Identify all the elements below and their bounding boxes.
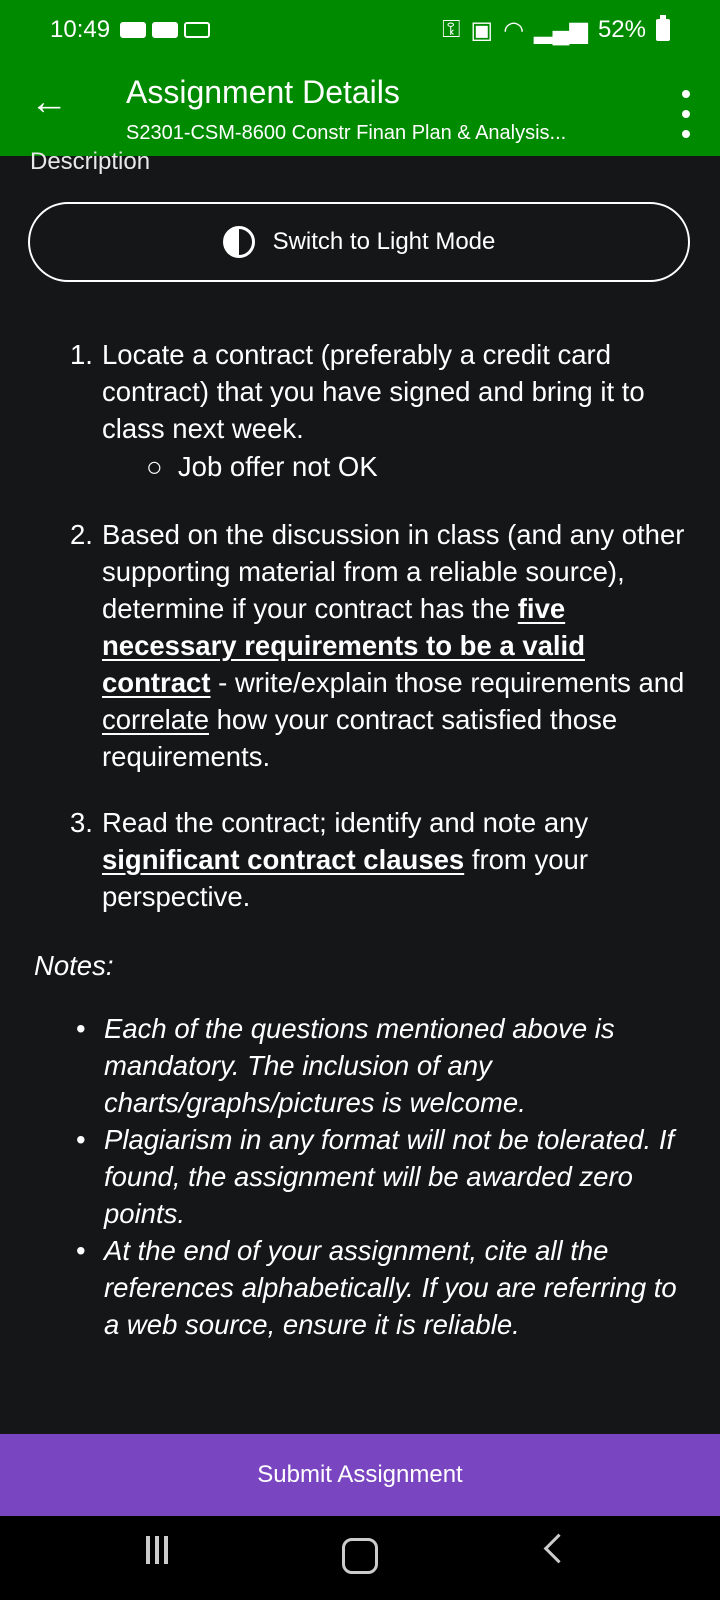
page-title: Assignment Details [126,74,400,110]
more-options-icon[interactable] [676,90,696,138]
lock-icon: ▣ [470,16,494,44]
system-nav-bar [0,1516,720,1600]
sub-list-text: Job offer not OK [177,451,378,482]
list-text-part: how your contract satisfied those requirements. [102,704,618,772]
screen-icon [184,22,210,38]
wifi-icon: ◠ [503,16,525,44]
voicemail-icon [152,22,178,38]
note-bullet [76,1010,686,1121]
list-text-part: Read the contract; identify and note any [102,807,589,838]
light-mode-label: Switch to Light Mode [272,228,496,255]
home-icon[interactable] [342,1538,378,1574]
notification-icons [120,22,210,38]
system-icons [442,16,670,45]
list-text-part: from your perspective. [102,844,588,912]
list-number: 1. [70,339,93,370]
battery-percent: 52% [597,16,646,43]
battery-icon [656,19,670,41]
status-bar [0,0,720,60]
submit-label: Submit Assignment [257,1461,463,1488]
light-mode-toggle-button[interactable] [28,202,690,282]
back-arrow-icon[interactable]: ← [30,81,68,123]
list-text [102,516,690,775]
signal-icon: ▂▄▆ [534,16,588,44]
bullet-icon: • [76,1124,86,1155]
nav-back-icon[interactable] [544,1534,574,1564]
list-number: 2. [70,519,93,550]
notes-label: Notes: [34,950,114,981]
contrast-icon [223,226,255,258]
submit-assignment-button[interactable] [0,1434,720,1516]
note-text: At the end of your assignment, cite all the references alphabetically. If you are referring to a web source, ensure it is reliable. [104,1235,677,1340]
list-text-part: Based on the discussion in class (and any other supporting material from a reliable source), determine if your contract has the [102,519,685,624]
list-text [102,804,690,915]
bullet-icon: • [76,1013,86,1044]
note-text: Each of the questions mentioned above is mandatory. The inclusion of any charts/graphs/pictures is welcome. [104,1013,615,1118]
circle-bullet-icon: ○ [146,451,178,482]
description-label: Description [30,148,151,175]
correlate-link[interactable]: correlate [102,704,209,735]
course-subtitle: S2301-CSM-8600 Constr Finan Plan & Analysis... [126,122,567,144]
note-bullet [76,1121,686,1232]
list-text-part: - write/explain those requirements and [210,667,685,698]
key-icon: ⚿ [442,16,461,43]
list-item [70,804,690,915]
note-bullet [76,1232,686,1343]
note-text: Plagiarism in any format will not be tolerated. If found, the assignment will be awarded zero points. [104,1124,675,1229]
recent-apps-icon[interactable] [146,1536,168,1564]
status-time: 10:49 [50,16,111,43]
list-text: Locate a contract (preferably a credit card contract) that you have signed and bring it to class next week. [102,339,645,444]
clauses-link[interactable]: significant contract clauses [102,844,465,875]
voicemail-icon [120,22,146,38]
requirements-link[interactable]: five necessary requirements to be a valid contract [102,593,585,698]
list-number: 3. [70,807,93,838]
bullet-icon: • [76,1235,86,1266]
list-item [70,516,690,775]
list-item [70,336,690,447]
sub-list-item [146,448,378,485]
